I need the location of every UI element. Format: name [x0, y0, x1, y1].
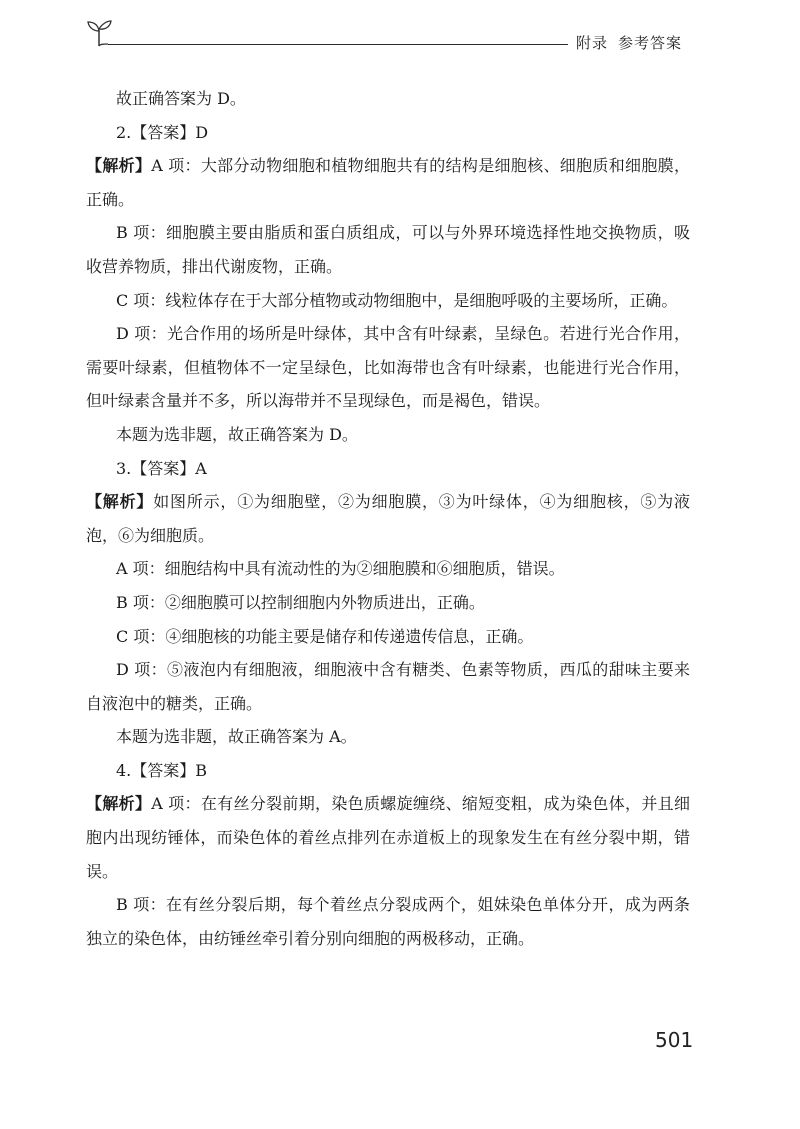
analysis-tag: 【解析】: [86, 492, 154, 512]
paragraph-text: A 项：大部分动物细胞和植物细胞共有的结构是细胞核、细胞质和细胞膜，正确。: [86, 156, 690, 209]
paragraph-text: 3.【答案】A: [116, 458, 207, 478]
paragraph-text: 4.【答案】B: [116, 760, 208, 780]
paragraph: [86, 888, 690, 955]
paragraph-text: C 项：④细胞核的功能主要是储存和传递遗传信息，正确。: [116, 626, 534, 646]
paragraph-text: 本题为选非题，故正确答案为 D。: [116, 424, 358, 444]
paragraph-text: A 项：细胞结构中具有流动性的为②细胞膜和⑥细胞质，错误。: [116, 559, 565, 579]
paragraph: [86, 116, 690, 150]
section-label: 附录: [576, 34, 609, 52]
paragraph-text: 故正确答案为 D。: [116, 89, 246, 108]
paragraph: [86, 653, 690, 720]
paragraph: [86, 149, 690, 216]
paragraph: [86, 485, 690, 552]
paragraph: [86, 586, 690, 620]
page-number: 501: [655, 1028, 694, 1052]
paragraph: [86, 787, 690, 888]
paragraph-text: 本题为选非题，故正确答案为 A。: [116, 727, 357, 747]
paragraph: [86, 284, 690, 318]
analysis-tag: 【解析】: [86, 794, 152, 814]
paragraph: [86, 452, 690, 486]
paragraph: [86, 418, 690, 452]
paragraph: [86, 552, 690, 586]
paragraph: [86, 620, 690, 654]
paragraph-text: B 项：②细胞膜可以控制细胞内外物质进出，正确。: [116, 592, 485, 612]
paragraph: [86, 720, 690, 754]
header-label: [576, 32, 692, 53]
header-title: 参考答案: [618, 34, 683, 52]
paragraph-text: A 项：在有丝分裂前期，染色质螺旋缠绕、缩短变粗，成为染色体，并且细胞内出现纺锤体，而染色体的着丝点排列在赤道板上的现象发生在有丝分裂中期，错误。: [86, 794, 690, 881]
paragraph-text: D 项：⑤液泡内有细胞液，细胞液中含有糖类、色素等物质，西瓜的甜味主要来自液泡中的糖类，正确。: [86, 660, 690, 713]
paragraph-text: D 项：光合作用的场所是叶绿体，其中含有叶绿素，呈绿色。若进行光合作用，需要叶绿素，但植物体不一定呈绿色，比如海带也含有叶绿素，也能进行光合作用，但叶绿素含量并不多，所以海带并不呈现绿色，而是褐色，错误。: [86, 324, 690, 411]
analysis-tag: 【解析】: [86, 156, 152, 176]
paragraph-text: C 项：线粒体存在于大部分植物或动物细胞中，是细胞呼吸的主要场所，正确。: [116, 290, 678, 310]
paragraph-text: 2.【答案】D: [116, 122, 209, 142]
page-header: [0, 0, 800, 60]
paragraph: [86, 82, 690, 116]
answer-body: [86, 82, 690, 955]
paragraph-text: B 项：在有丝分裂后期，每个着丝点分裂成两个，姐妹染色单体分开，成为两条独立的染色体，由纺锤丝牵引着分别向细胞的两极移动，正确。: [86, 895, 690, 948]
paragraph-text: 如图所示，①为细胞壁，②为细胞膜，③为叶绿体，④为细胞核，⑤为液泡，⑥为细胞质。: [86, 492, 690, 545]
paragraph: [86, 317, 690, 418]
paragraph: [86, 216, 690, 283]
paragraph-text: B 项：细胞膜主要由脂质和蛋白质组成，可以与外界环境选择性地交换物质，吸收营养物质，排出代谢废物，正确。: [86, 223, 690, 276]
paragraph: [86, 754, 690, 788]
header-rule: [108, 44, 568, 45]
